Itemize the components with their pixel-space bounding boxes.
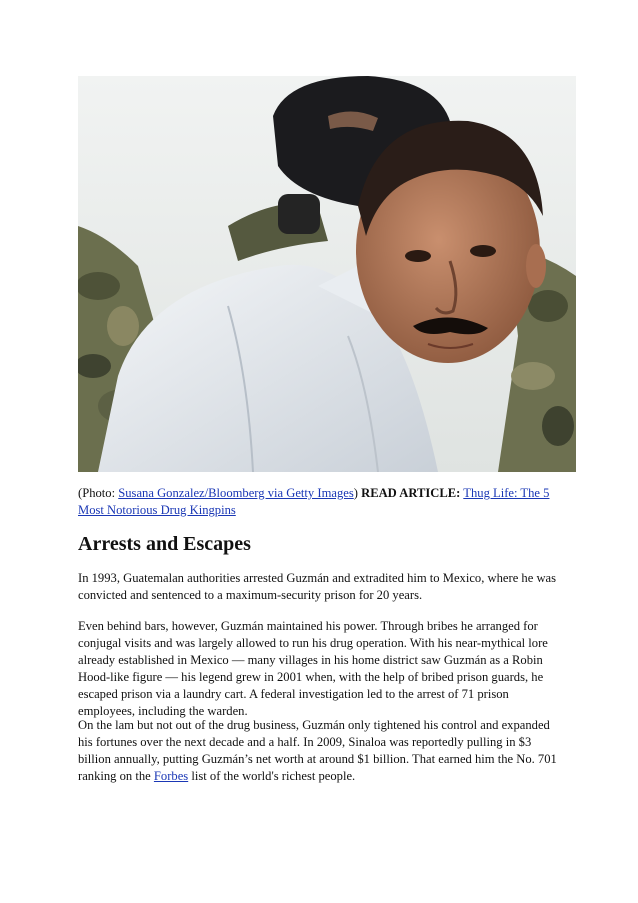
caption-prefix: (Photo: <box>78 486 119 500</box>
photo-illustration <box>78 76 576 472</box>
paragraph-1: In 1993, Guatemalan authorities arrested Guzmán and extradited him to Mexico, where he was convicted and sentenced to a maximum-security prison for 20 years. <box>78 571 557 602</box>
paragraph-3-text-start: On the lam but not out of the drug business, Guzmán only tightened his control and expanded his fortunes over the next decade and a half. In 2009, Sinaloa was reportedly pulling in $3 billion annually, putting Guzmán’s net worth at around $1 billion. That earned him the No. 701 ranking on the <box>78 718 557 783</box>
paragraph-3-text-end: list of the world's richest people. <box>188 769 356 783</box>
article-photo <box>78 76 576 472</box>
paragraph-2: Even behind bars, however, Guzmán maintained his power. Through bribes he arranged for conjugal visits and was largely allowed to run his drug operation. With his near-mythical lore already established in Mexico — many villages in his home district saw Guzmán as a Robin Hood-like figure — his legend grew in 2001 when, with the help of bribed prison guards, he escaped prison via a laundry cart. A federal investigation led to the arrest of 71 prison employees, including the warden. <box>78 619 548 718</box>
forbes-link[interactable]: Forbes <box>153 769 189 783</box>
caption-suffix: ) <box>353 486 362 500</box>
section-heading: Arrests and Escapes <box>78 533 251 555</box>
photo-credit-link[interactable]: Susana Gonzalez/Bloomberg via Getty Images <box>118 486 354 500</box>
paragraph-3 <box>78 717 564 785</box>
photo-caption <box>78 485 564 519</box>
related-article-link[interactable]: Thug Life: The 5 Most Notorious Drug Kingpins <box>78 486 550 517</box>
read-article-label: READ ARTICLE: <box>361 486 461 500</box>
